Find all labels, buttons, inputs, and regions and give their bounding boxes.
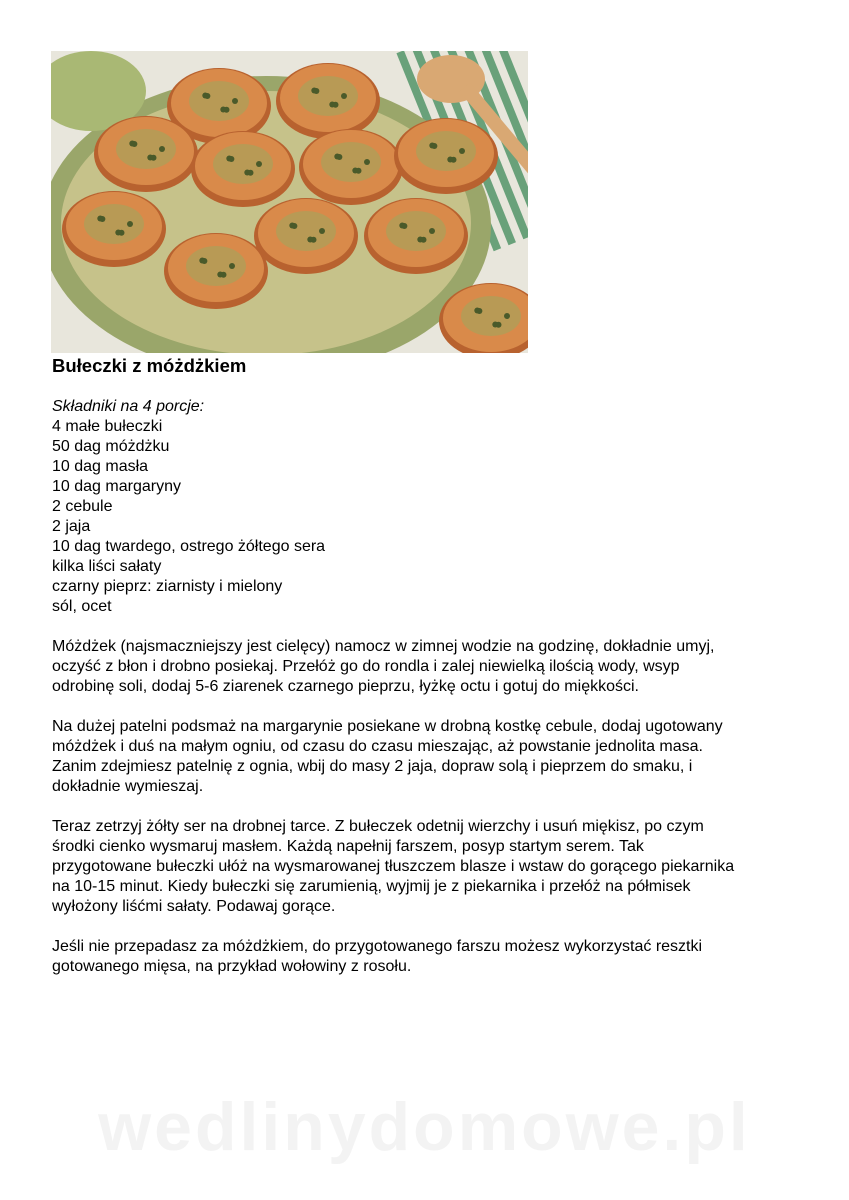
herb-speck — [99, 216, 105, 222]
bun-filling — [416, 131, 476, 171]
herb-speck — [232, 98, 238, 104]
bun-filling — [298, 76, 358, 116]
herb-speck — [310, 237, 316, 243]
ingredient-item: czarny pieprz: ziarnisty i mielony — [52, 578, 283, 595]
herb-speck — [201, 258, 207, 264]
herb-speck — [341, 93, 347, 99]
herb-speck — [131, 141, 137, 147]
herb-speck — [431, 143, 437, 149]
herb-speck — [256, 161, 262, 167]
text-line: przygotowane bułeczki ułóż na wysmarowanej tłuszczem blasze i wstaw do gorącego piekarnika — [52, 858, 735, 875]
bun-filling — [386, 211, 446, 251]
text-line: móżdżek i duś na małym ogniu, od czasu do czasu mieszając, aż powstanie jednolita masa. — [52, 738, 703, 755]
text-line: Teraz zetrzyj żółty ser na drobnej tarce. Z bułeczek odetnij wierzchy i usuń miękisz, po czym — [52, 818, 704, 835]
text-line: gotowanego mięsa, na przykład wołowiny z rosołu. — [52, 958, 412, 975]
herb-speck — [319, 228, 325, 234]
bun-filling — [276, 211, 336, 251]
ingredient-item: 50 dag móżdżku — [52, 438, 170, 455]
ingredient-item: sól, ocet — [52, 598, 112, 615]
text-line: wyłożony liśćmi sałaty. Podawaj gorące. — [52, 898, 336, 915]
herb-speck — [127, 221, 133, 227]
stuffed-buns-photo-icon — [51, 51, 528, 353]
herb-speck — [355, 168, 361, 174]
watermark: wedlinydomowe.pl — [98, 1089, 751, 1165]
text-line: Jeśli nie przepadasz za móżdżkiem, do przygotowanego farszu możesz wykorzystać resztki — [52, 938, 703, 955]
herb-speck — [420, 237, 426, 243]
herb-speck — [429, 228, 435, 234]
ingredient-item: 2 cebule — [52, 498, 113, 515]
step-paragraph — [52, 817, 812, 917]
herb-speck — [336, 154, 342, 160]
herb-speck — [332, 102, 338, 108]
recipe-photo — [51, 51, 528, 353]
step-paragraph — [52, 717, 812, 797]
herb-speck — [220, 272, 226, 278]
bun-filling — [116, 129, 176, 169]
recipe-title: Bułeczki z móżdżkiem — [52, 355, 247, 376]
bun-filling — [186, 246, 246, 286]
herb-speck — [476, 308, 482, 314]
bun-filling — [189, 81, 249, 121]
bun-filling — [321, 142, 381, 182]
herb-speck — [150, 155, 156, 161]
ingredient-item: kilka liści sałaty — [52, 558, 162, 575]
text-line: dokładnie wymieszaj. — [52, 778, 204, 795]
text-line: Móżdżek (najsmaczniejszy jest cielęcy) namocz w zimnej wodzie na godzinę, dokładnie umyj, — [52, 638, 715, 655]
herb-speck — [159, 146, 165, 152]
herb-speck — [364, 159, 370, 165]
text-line: oczyść z błon i drobno posiekaj. Przełóż go do rondla i zalej niewielką ilością wody, wsyp — [52, 658, 680, 675]
ingredient-item: 4 małe bułeczki — [52, 418, 163, 435]
ingredient-item: 10 dag margaryny — [52, 478, 181, 495]
text-line: na 10-15 minut. Kiedy bułeczki się zarumienią, wyjmij je z piekarnika i przełóż na półmisek — [52, 878, 691, 895]
ingredients-heading: Składniki na 4 porcje: — [52, 398, 205, 415]
herb-speck — [228, 156, 234, 162]
step-paragraph — [52, 937, 812, 977]
herb-speck — [459, 148, 465, 154]
ingredients-list — [52, 417, 325, 617]
text-line: Zanim zdejmiesz patelnię z ognia, wbij do masy 2 jaja, dopraw solą i pieprzem do smaku, i — [52, 758, 693, 775]
text-line: środki cienko wysmaruj masłem. Każdą napełnij farszem, posyp startym serem. Tak — [52, 838, 644, 855]
ingredient-item: 10 dag twardego, ostrego żółtego sera — [52, 538, 326, 555]
herb-speck — [229, 263, 235, 269]
herb-speck — [204, 93, 210, 99]
herb-speck — [291, 223, 297, 229]
ingredient-item: 10 dag masła — [52, 458, 149, 475]
herb-speck — [247, 170, 253, 176]
text-line: Na dużej patelni podsmaż na margarynie posiekane w drobną kostkę cebule, dodaj ugotowany — [52, 718, 723, 735]
herb-speck — [495, 322, 501, 328]
ingredient-item: 2 jaja — [52, 518, 91, 535]
herb-speck — [223, 107, 229, 113]
bun-filling — [213, 144, 273, 184]
text-line: odrobinę soli, dodaj 5-6 ziarenek czarnego pieprzu, łyżkę octu i gotuj do miękkości. — [52, 678, 639, 695]
herb-speck — [401, 223, 407, 229]
bun-filling — [84, 204, 144, 244]
herb-speck — [504, 313, 510, 319]
preparation-steps — [52, 637, 812, 997]
herb-speck — [450, 157, 456, 163]
step-paragraph — [52, 637, 812, 697]
bun-filling — [461, 296, 521, 336]
herb-speck — [313, 88, 319, 94]
herb-speck — [118, 230, 124, 236]
